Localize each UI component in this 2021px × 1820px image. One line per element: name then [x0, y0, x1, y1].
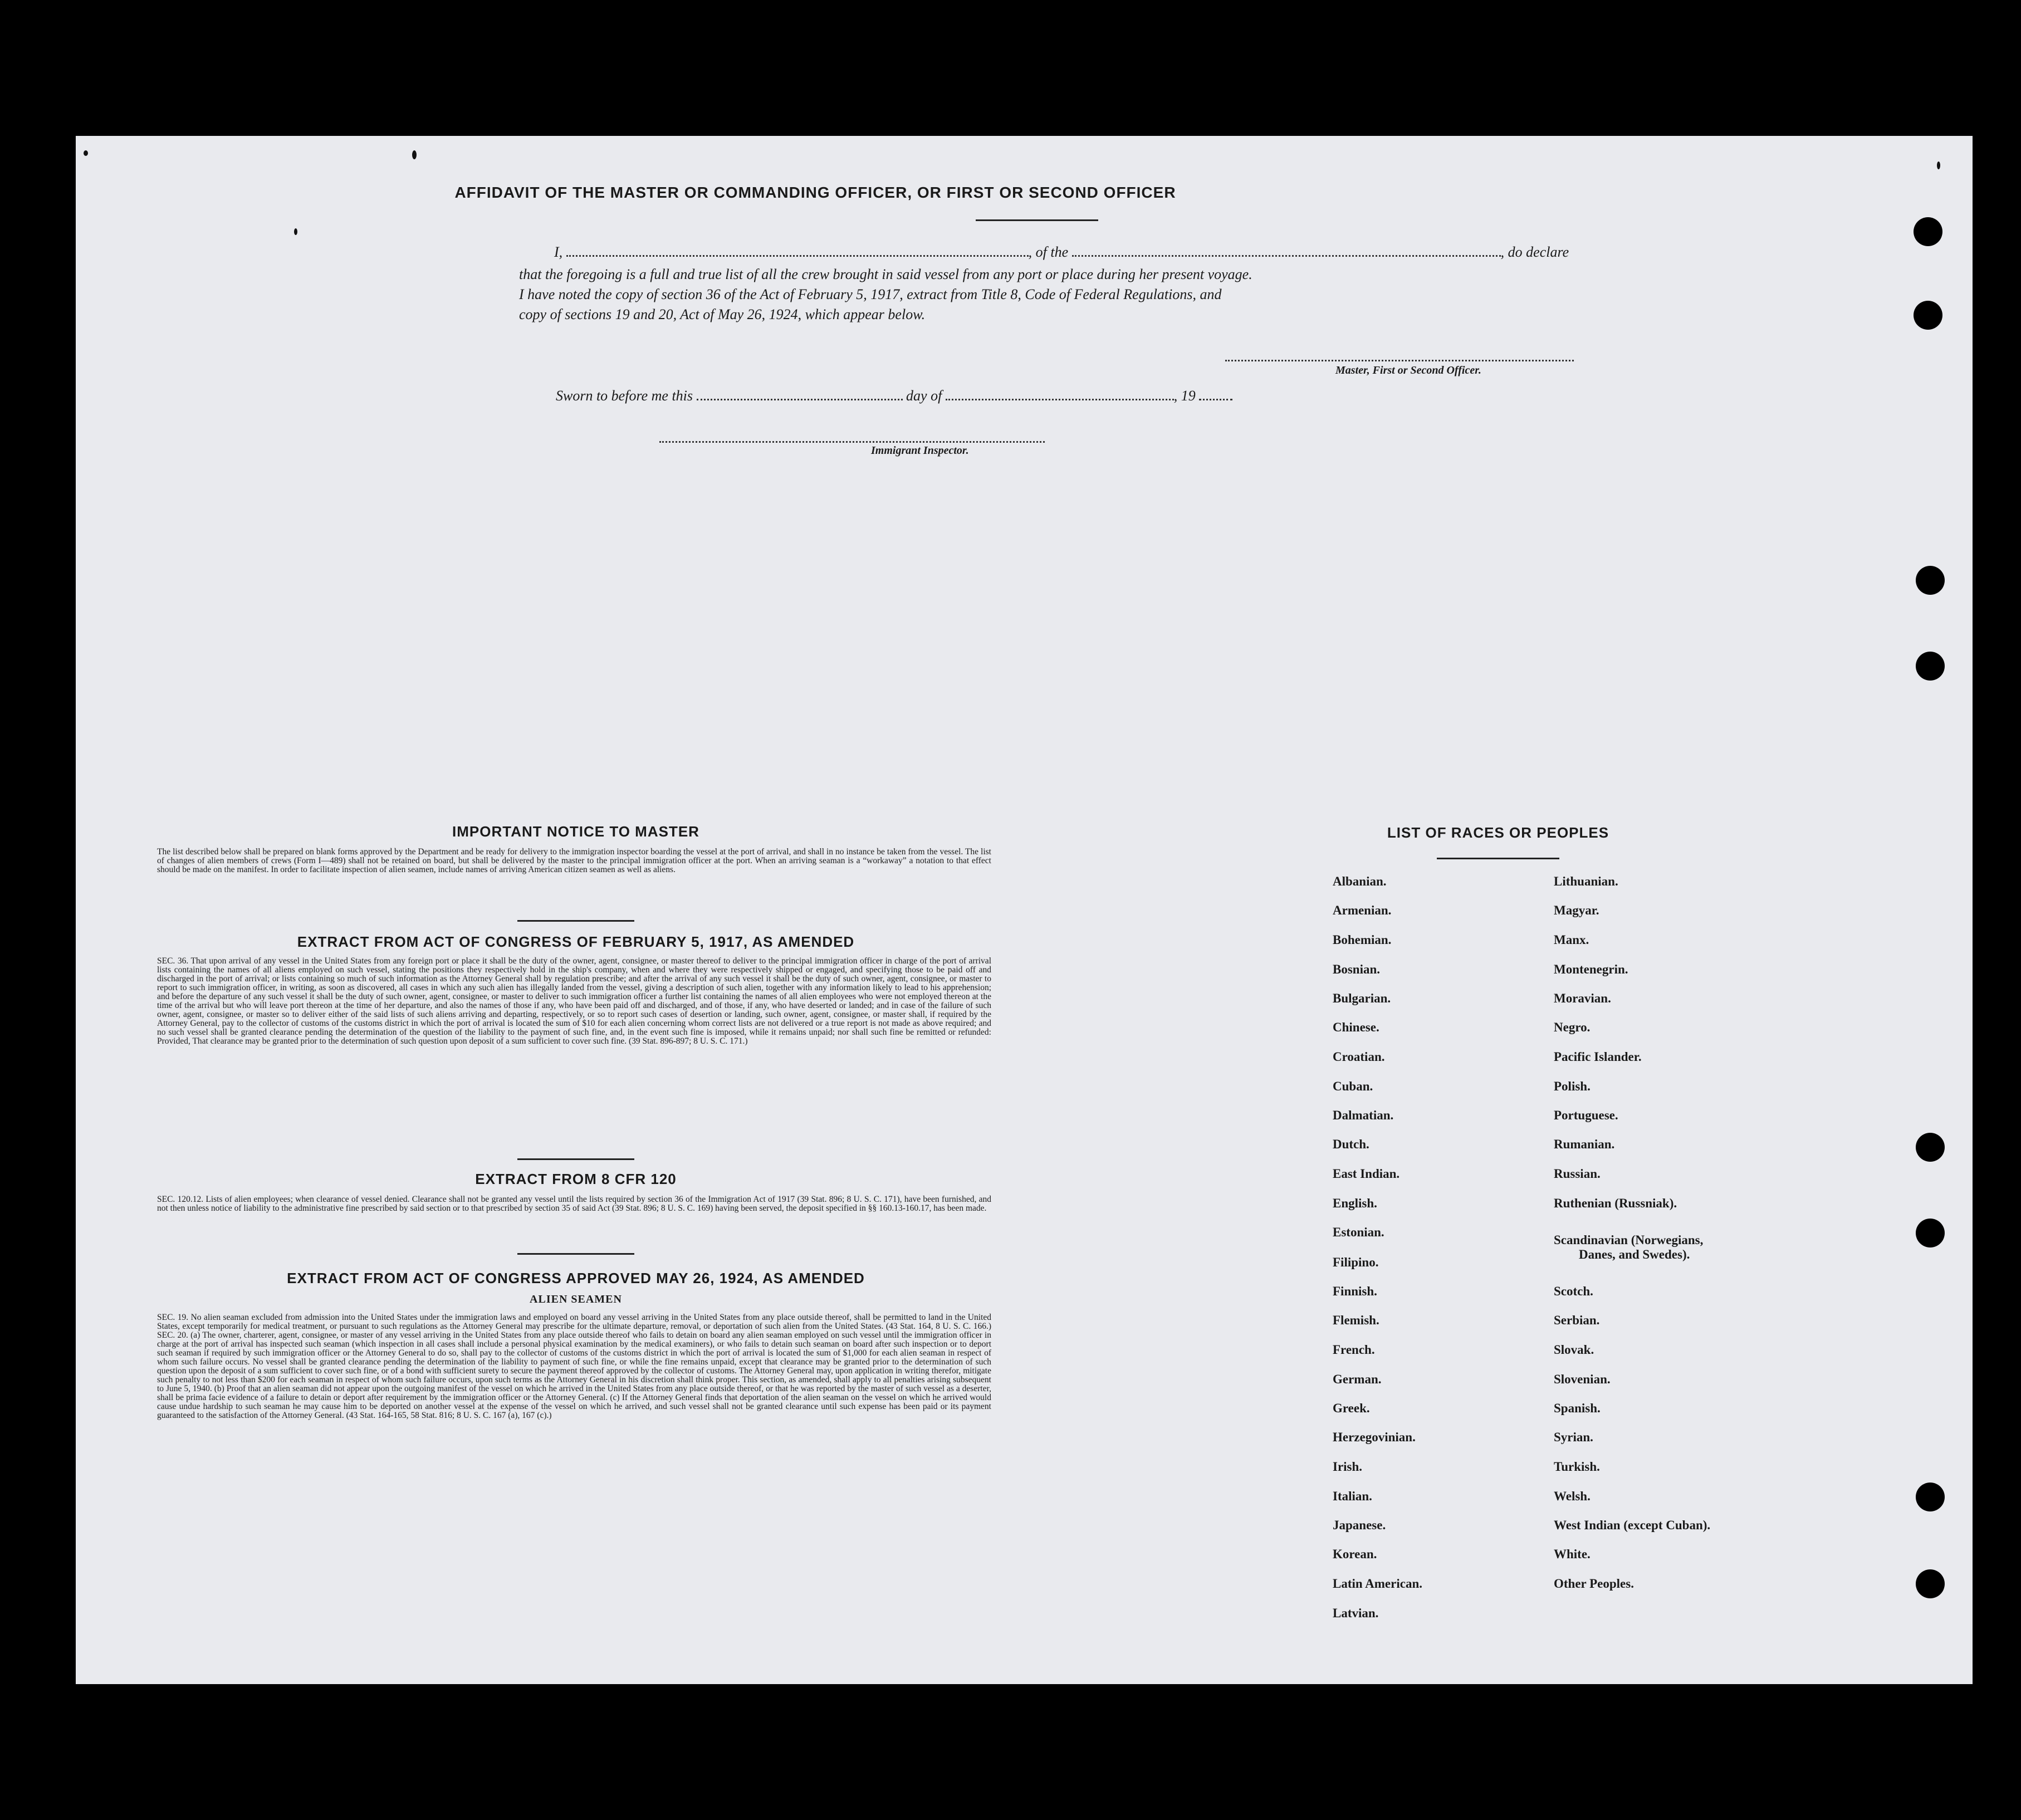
- race-item: Pacific Islander.: [1554, 1050, 1642, 1064]
- affidavit-line-4: copy of sections 19 and 20, Act of May 26, 1924, which appear below.: [519, 306, 926, 322]
- extract-1924-text: SEC. 19. No alien seaman excluded from admission into the United States under the immigration laws and employed on board any vessel arriving in the United States from any place outside thereof, shall be permitted to land in the United States, except temporarily for medical treatment, or pursuant to such regulations as the Attorney General may prescribe for the ultimate departure, removal, or deportation of such alien from the United States. (43 Stat. 164, 8 U. S. C. 166.) SEC. 20. (a) The owner, charterer, agent, consignee, or master of any vessel arriving in the United States from any place outside thereof who fails to detain on board any alien seaman employed on such vessel until the immigration officer in charge at the port of arrival has inspected such seaman (which inspection in all cases shall include a personal physical examination by the medical examiners), or who fails to detain such seaman on board after such inspection or to deport such seaman if required by such immigration officer or the Attorney General to do so, shall pay to the collector of customs of the customs district in which the port of arrival is located the sum of $1,000 for each alien seaman in respect of whom such failure occurs. No vessel shall be granted clearance pending the determination of the liability to payment of such fine, or while the fine remains unpaid, except that clearance may be granted prior to the determination of such question upon the deposit of a sum sufficient to cover such fine, or of a bond with sufficient surety to secure the payment thereof approved by the collector of customs. The Attorney General may, upon application in writing therefor, mitigate such penalty to not less than $200 for each seaman in respect of whom such failure occurs, upon such terms as the Attorney General in his discretion shall think proper. This section, as amended, shall apply to all penalties arising subsequent to June 5, 1940. (b) Proof that an alien seaman did not appear upon the outgoing manifest of the vessel on which he arrived in the United States from any place outside thereof, or that he was reported by the master of such vessel as a deserter, shall be prima facie evidence of a failure to detain or deport after requirement by the immigration officer or the Attorney General. (c) If the Attorney General finds that deportation of the alien seaman on the vessel on which he arrived would cause undue hardship to such seaman he may cause him to be deported on another vessel at the expense of the vessel on which he arrived, and such vessel shall not be granted clearance until such expense has been paid or its payment guaranteed to the satisfaction of the Attorney General. (43 Stat. 164-165, 58 Stat. 816; 8 U. S. C. 167 (a), 167 (c).): [157, 1313, 991, 1420]
- document-page: [76, 136, 1973, 1684]
- inspector-caption: Immigrant Inspector.: [871, 444, 969, 457]
- extract-1917-text: SEC. 36. That upon arrival of any vessel in the United States from any foreign port or place it shall be the duty of the owner, agent, consignee, or master thereof to deliver to the principal immigration officer in charge of the port of arrival lists containing the names of all aliens employed on such vessel, stating the positions they respectively hold in the ship's company, when and where they were respectively shipped or engaged, and specifying those to be paid off and discharged in the port of arrival; or lists containing so much of such information as the Attorney General shall by regulation prescribe; and after the arrival of any such vessel it shall be the duty of such owner, agent, consignee, or master to report to such immigration officer, in writing, as soon as discovered, all cases in which any such alien has illegally landed from the vessel, giving a description of such alien, together with any information likely to lead to his apprehension; and before the departure of any such vessel it shall be the duty of such owner, agent, consignee, or master to deliver to such immigration officer a further list containing the names of all alien employees who were not employed thereon at the time of the arrival but who will leave port thereon at the time of her departure, and also the names of those if any, who have been paid off and discharged, and of those, if any, who have deserted or landed; and in case of the failure of such owner, agent, consignee, or master so to deliver either of the said lists of such aliens arriving and departing, respectively, or so to report such cases of desertion or landing, such owner, agent, consignee, or master shall, if required by the Attorney General, pay to the collector of customs of the customs district in which the port of arrival is located the sum of $10 for each alien concerning whom correct lists are not delivered or a true report is not made as above required; and no such vessel shall be granted clearance pending the determination of the question of the liability to the payment of such fine, and, in the event such fine is imposed, while it remains unpaid; nor shall such fine be remitted or refunded: Provided, That clearance may be granted prior to the determination of such question upon deposit of a sum sufficient to cover such fine. (39 Stat. 896-897; 8 U. S. C. 171.): [157, 956, 991, 1046]
- section-divider: [517, 1158, 634, 1160]
- affidavit-line-1: [554, 244, 1569, 261]
- race-item: Scandinavian (Norwegians,: [1554, 1233, 1704, 1247]
- race-item: Dutch.: [1333, 1137, 1369, 1151]
- race-item: Russian.: [1554, 1167, 1601, 1181]
- sworn-year-field[interactable]: [1199, 398, 1232, 400]
- race-item: Italian.: [1333, 1489, 1372, 1503]
- race-item: Turkish.: [1554, 1460, 1600, 1474]
- extract-1917-title: EXTRACT FROM ACT OF CONGRESS OF FEBRUARY 5, 1917, AS AMENDED: [297, 933, 855, 950]
- race-item: Bohemian.: [1333, 933, 1392, 947]
- race-item: Bosnian.: [1333, 962, 1381, 976]
- race-item: Rumanian.: [1554, 1137, 1615, 1151]
- races-divider: [1437, 858, 1559, 859]
- race-item: Dalmatian.: [1333, 1108, 1394, 1122]
- race-item: Ruthenian (Russniak).: [1554, 1196, 1677, 1210]
- race-item: Serbian.: [1554, 1313, 1600, 1327]
- sworn-line: [556, 388, 1232, 404]
- race-item: English.: [1333, 1196, 1377, 1210]
- race-item: Negro.: [1554, 1020, 1591, 1034]
- binder-hole: [1916, 1133, 1945, 1162]
- affidavit-line-3: I have noted the copy of section 36 of the Act of February 5, 1917, extract from Title 8, Code of Federal Regulations, and: [519, 286, 1222, 302]
- race-item: Herzegovinian.: [1333, 1430, 1416, 1444]
- affidavit-title: AFFIDAVIT OF THE MASTER OR COMMANDING OFFICER, OR FIRST OR SECOND OFFICER: [454, 184, 1176, 201]
- binder-hole: [1916, 1483, 1945, 1511]
- sworn-text: Sworn to before me this: [556, 388, 693, 404]
- race-item: Croatian.: [1333, 1050, 1385, 1064]
- race-item: Latin American.: [1333, 1577, 1422, 1591]
- race-item: Welsh.: [1554, 1489, 1591, 1503]
- affidavit-of-the: , of the: [1028, 244, 1069, 260]
- binder-hole: [1916, 566, 1945, 595]
- race-item: West Indian (except Cuban).: [1554, 1518, 1711, 1532]
- affidavit-declare: , do declare: [1500, 244, 1569, 260]
- alien-seamen-subtitle: ALIEN SEAMEN: [530, 1293, 622, 1305]
- section-divider: [517, 920, 634, 922]
- race-item: German.: [1333, 1372, 1382, 1386]
- binder-hole: [1914, 217, 1942, 246]
- race-item: Irish.: [1333, 1460, 1363, 1474]
- notice-title: IMPORTANT NOTICE TO MASTER: [452, 823, 699, 840]
- race-item: French.: [1333, 1343, 1375, 1357]
- race-item: Slovenian.: [1554, 1372, 1611, 1386]
- section-divider: [517, 1253, 634, 1255]
- year-text: , 19: [1173, 388, 1196, 404]
- race-item: Scotch.: [1554, 1284, 1593, 1298]
- scan-speck: [412, 150, 417, 159]
- race-item: Polish.: [1554, 1079, 1591, 1093]
- binder-hole: [1914, 301, 1942, 330]
- race-item: Armenian.: [1333, 903, 1392, 917]
- scan-speck: [84, 150, 88, 156]
- title-divider: [976, 219, 1098, 221]
- race-item: Flemish.: [1333, 1313, 1379, 1327]
- race-item: Other Peoples.: [1554, 1577, 1634, 1591]
- race-item: Chinese.: [1333, 1020, 1379, 1034]
- scan-speck: [294, 228, 297, 235]
- race-item: Slovak.: [1554, 1343, 1594, 1357]
- master-signature-line[interactable]: [1225, 360, 1574, 361]
- races-title: LIST OF RACES OR PEOPLES: [1387, 824, 1609, 841]
- race-item: Albanian.: [1333, 874, 1387, 888]
- race-item: Filipino.: [1333, 1255, 1379, 1269]
- race-item: Greek.: [1333, 1401, 1370, 1415]
- sworn-month-field[interactable]: [946, 398, 1174, 400]
- race-item: Bulgarian.: [1333, 991, 1391, 1005]
- extract-cfr-title: EXTRACT FROM 8 CFR 120: [475, 1171, 677, 1187]
- binder-hole: [1916, 1569, 1945, 1598]
- extract-cfr-text: SEC. 120.12. Lists of alien employees; when clearance of vessel denied. Clearance shall not be granted any vessel until the lists required by section 36 of the Immigration Act of 1917 (39 Stat. 896; 8 U. S. C. 171), have been furnished, and not then unless notice of liability to the administrative fine prescribed by said section or to that prescribed by section 35 of said Act (39 Stat. 896; 8 U. S. C. 169) having been served, the deposit specified in §§ 160.13-160.17, has been made.: [157, 1195, 991, 1213]
- race-item: Korean.: [1333, 1547, 1377, 1561]
- affidavit-i: I,: [554, 244, 563, 260]
- race-item: Cuban.: [1333, 1079, 1373, 1093]
- race-item: White.: [1554, 1547, 1591, 1561]
- race-item: East Indian.: [1333, 1167, 1400, 1181]
- scan-speck: [1937, 162, 1940, 169]
- race-item: Finnish.: [1333, 1284, 1377, 1298]
- race-item: Danes, and Swedes).: [1579, 1247, 1690, 1261]
- race-item: Magyar.: [1554, 903, 1599, 917]
- race-item: Lithuanian.: [1554, 874, 1618, 888]
- race-item: Moravian.: [1554, 991, 1611, 1005]
- race-item: Latvian.: [1333, 1606, 1379, 1620]
- vessel-field[interactable]: [1072, 254, 1501, 257]
- race-item: Syrian.: [1554, 1430, 1593, 1444]
- binder-hole: [1916, 1219, 1945, 1247]
- sworn-day-field[interactable]: [697, 398, 903, 400]
- race-item: Montenegrin.: [1554, 962, 1628, 976]
- binder-hole: [1916, 652, 1945, 681]
- master-caption: Master, First or Second Officer.: [1335, 364, 1481, 376]
- race-item: Spanish.: [1554, 1401, 1601, 1415]
- affidavit-line-2: that the foregoing is a full and true list of all the crew brought in said vessel from any port or place during her present voyage.: [519, 266, 1252, 282]
- race-item: Portuguese.: [1554, 1108, 1618, 1122]
- inspector-signature-line[interactable]: [659, 441, 1045, 443]
- day-of-text: day of: [906, 388, 942, 404]
- extract-1924-title: EXTRACT FROM ACT OF CONGRESS APPROVED MAY 26, 1924, AS AMENDED: [287, 1270, 865, 1286]
- race-item: Manx.: [1554, 933, 1589, 947]
- race-item: Japanese.: [1333, 1518, 1386, 1532]
- name-field[interactable]: [566, 254, 1029, 257]
- notice-text: The list described below shall be prepared on blank forms approved by the Department and be ready for delivery to the immigration inspector boarding the vessel at the port of arrival, and shall in no instance be taken from the vessel. The list of changes of alien members of crews (Form I—489) shall not be retained on board, but shall be delivered by the master to the principal immigration officer at the port. When an arriving seaman is a “workaway” a notation to that effect should be made on the manifest. In order to facilitate inspection of alien seamen, include names of arriving American citizen seamen as well as aliens.: [157, 847, 991, 874]
- race-item: Estonian.: [1333, 1225, 1384, 1239]
